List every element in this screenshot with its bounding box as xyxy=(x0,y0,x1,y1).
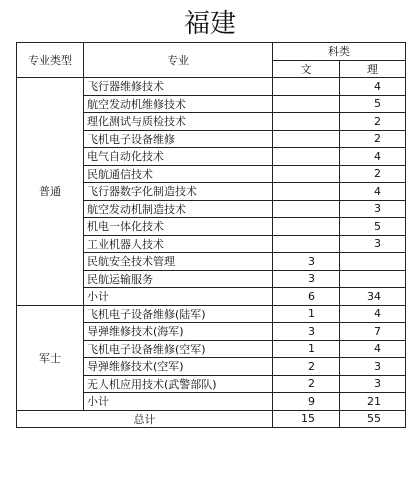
major-cell: 工业机器人技术 xyxy=(84,235,273,253)
subtotal-science: 34 xyxy=(340,288,406,306)
major-cell: 航空发动机制造技术 xyxy=(84,200,273,218)
arts-cell: 3 xyxy=(273,253,340,271)
subtotal-label: 小计 xyxy=(84,288,273,306)
subtotal-arts: 9 xyxy=(273,393,340,411)
science-cell: 4 xyxy=(340,78,406,96)
header-arts: 文 xyxy=(273,60,340,78)
major-cell: 电气自动化技术 xyxy=(84,148,273,166)
major-cell: 导弹维修技术(海军) xyxy=(84,323,273,341)
science-cell: 5 xyxy=(340,218,406,236)
subtotal-science: 21 xyxy=(340,393,406,411)
major-cell: 民航运输服务 xyxy=(84,270,273,288)
arts-cell xyxy=(273,130,340,148)
arts-cell: 3 xyxy=(273,323,340,341)
science-cell: 5 xyxy=(340,95,406,113)
science-cell: 4 xyxy=(340,305,406,323)
science-cell: 2 xyxy=(340,165,406,183)
arts-cell xyxy=(273,218,340,236)
science-cell xyxy=(340,270,406,288)
total-row xyxy=(17,410,406,428)
science-cell: 4 xyxy=(340,340,406,358)
arts-cell: 3 xyxy=(273,270,340,288)
header-major: 专业 xyxy=(84,43,273,78)
header-subject: 科类 xyxy=(273,43,406,61)
category-cell: 普通 xyxy=(17,78,84,306)
arts-cell xyxy=(273,148,340,166)
arts-cell xyxy=(273,183,340,201)
arts-cell xyxy=(273,78,340,96)
major-cell: 飞行器数字化制造技术 xyxy=(84,183,273,201)
total-arts: 15 xyxy=(273,410,340,428)
major-cell: 无人机应用技术(武警部队) xyxy=(84,375,273,393)
major-cell: 理化测试与质检技术 xyxy=(84,113,273,131)
science-cell: 2 xyxy=(340,113,406,131)
table-row xyxy=(17,78,406,96)
science-cell: 4 xyxy=(340,148,406,166)
major-cell: 导弹维修技术(空军) xyxy=(84,358,273,376)
science-cell: 4 xyxy=(340,183,406,201)
arts-cell: 1 xyxy=(273,305,340,323)
major-cell: 飞机电子设备维修 xyxy=(84,130,273,148)
arts-cell: 2 xyxy=(273,375,340,393)
major-cell: 飞机电子设备维修(空军) xyxy=(84,340,273,358)
major-cell: 民航安全技术管理 xyxy=(84,253,273,271)
science-cell: 3 xyxy=(340,200,406,218)
science-cell: 7 xyxy=(340,323,406,341)
subtotal-arts: 6 xyxy=(273,288,340,306)
arts-cell: 2 xyxy=(273,358,340,376)
science-cell: 2 xyxy=(340,130,406,148)
header-row xyxy=(17,43,406,61)
major-cell: 机电一体化技术 xyxy=(84,218,273,236)
major-cell: 飞行器维修技术 xyxy=(84,78,273,96)
arts-cell: 1 xyxy=(273,340,340,358)
major-cell: 航空发动机维修技术 xyxy=(84,95,273,113)
header-science: 理 xyxy=(340,60,406,78)
header-type: 专业类型 xyxy=(17,43,84,78)
science-cell xyxy=(340,253,406,271)
category-cell: 军士 xyxy=(17,305,84,410)
arts-cell xyxy=(273,235,340,253)
arts-cell xyxy=(273,95,340,113)
arts-cell xyxy=(273,113,340,131)
page-title: 福建 xyxy=(183,9,236,39)
enrollment-table xyxy=(16,42,406,428)
science-cell: 3 xyxy=(340,235,406,253)
total-science: 55 xyxy=(340,410,406,428)
subtotal-label: 小计 xyxy=(84,393,273,411)
science-cell: 3 xyxy=(340,375,406,393)
total-label: 总计 xyxy=(17,410,273,428)
major-cell: 民航通信技术 xyxy=(84,165,273,183)
science-cell: 3 xyxy=(340,358,406,376)
table-row xyxy=(17,305,406,323)
arts-cell xyxy=(273,200,340,218)
major-cell: 飞机电子设备维修(陆军) xyxy=(84,305,273,323)
arts-cell xyxy=(273,165,340,183)
